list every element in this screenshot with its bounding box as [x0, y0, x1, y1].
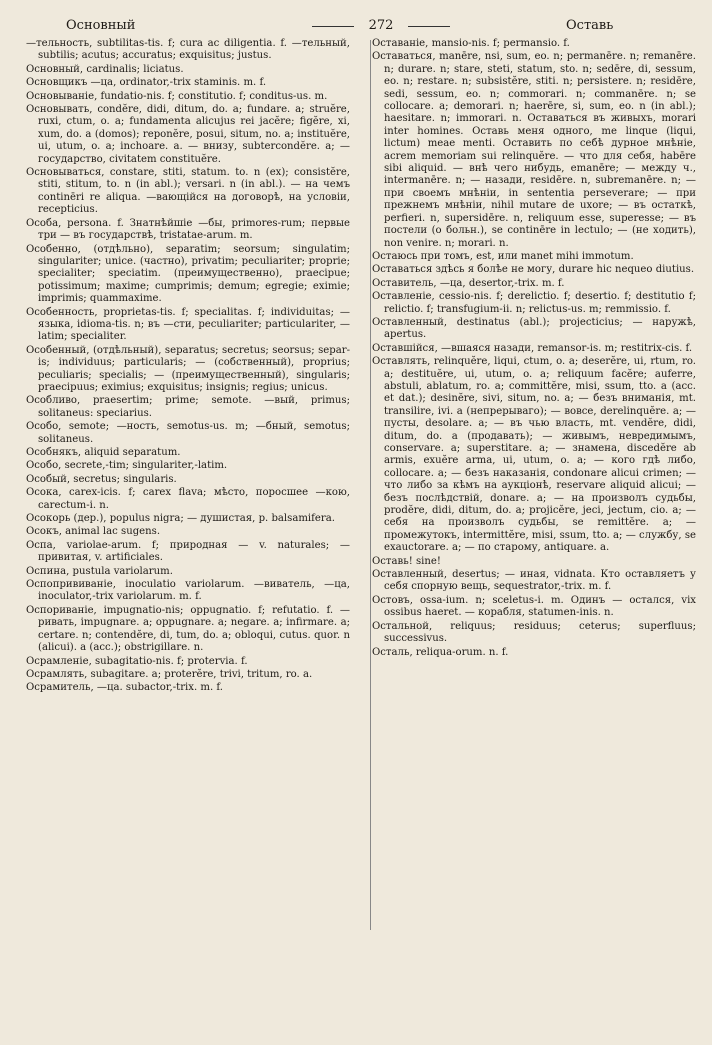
- column-divider: [370, 40, 371, 930]
- dictionary-entry: Оспина, pustula variolarum.: [26, 565, 173, 577]
- dictionary-entry: Особо, semote; —ность, semotus-us. m; —бный, semotus; solitaneus.: [26, 421, 350, 445]
- dictionary-entry: Основный, cardinalis; liciatus.: [26, 63, 184, 75]
- dictionary-entry: Оспа, variolae-arum. f; природная — v. naturales; — привитая, v. artificiales.: [26, 539, 350, 564]
- right-column: [360, 38, 696, 1038]
- dictionary-entry: Оспопрививаніе, inoculatio variolarum. —виватель, —ца, inoculator,-trix variolarum. m. f.: [26, 579, 350, 603]
- dictionary-entry: Основывать, condĕre, didi, ditum, do. a; fundare. a; struĕre, ruxi, ctum, o. a; fundamenta alicujus rei jacĕre; figĕre, xi, xum, do. a (domos); reponĕre, posui, situm, no. a; instituĕre, ui, utum, o. a; inchoare. a. — внизу, subtercondĕre. a; — государство, civitatem constituĕre.: [26, 104, 350, 165]
- dictionary-entry: Особливо, praesertim; prime; semote. —вый, primus; solitaneus: speciarius.: [26, 395, 350, 419]
- dictionary-entry: Оставаніе, mansio-nis. f; permansio. f.: [372, 38, 570, 49]
- dictionary-entry: Особенный, (отдѣльный), separatus; secretus; seorsus; separ-is; individuus; particularis; — (собственный), proprius; peculiaris; specialis; — (преимущественный), singularis; praecipuus; eximius; exquisitus; insignis; regius; unicus.: [26, 344, 350, 393]
- dictionary-entry: Оставлять, relinquĕre, liqui, ctum, o. a; deserĕre, ui, rtum, ro. a; destituĕre, ui, utum, o. a; reliquum facĕre; auferre, abstuli, ablatum, ro. a; committĕre, misi, ssum, tto. a (acc. et dat.); desinĕre, sivi, situm, no. a; — безъ вниманія, mt. transilire, ivi. a (непрерываго); — вовсе, derelinquĕre. a; — пусты, desolare. a; — въ чью власть, mt. vendĕre, didi, ditum, do. a (продавать); — живымъ, невредимымъ, conservare. a; superstitare. a; — знамена, discedĕre ab armis, exuĕre arma, ui, utum, o. a; — кого гдѣ либо, collocare. a; — безъ наказанія, condonare alicui crimen; — что либо за кѣмъ на аукціонѣ, reservare aliquid alicui; — безъ послѣдствій, donare. a; — на произволъ судьбы, prodĕre, didi, ditum, do. a; projicĕre, jeci, jectum, cio. a; — себя на произволъ судьбы, se remittĕre. a; — промежутокъ, intermittĕre, misi, ssum, tto. a; — службу, se exauctorare. a; — по старому, antiquare. a.: [372, 356, 696, 554]
- page-number: 272: [336, 18, 426, 33]
- left-column: [26, 38, 360, 1038]
- dictionary-entry: Оставитель, —ца, desertor,-trix. m. f.: [372, 277, 565, 289]
- dictionary-entry: Оставленный, desertus; — иная, vidnata. Кто оставляетъ у себя спорную вещь, sequestrator,-trix. m. f.: [372, 569, 696, 593]
- dictionary-entry: Осрамлять, subagitare. a; proterĕre, trivi, tritum, ro. a.: [26, 668, 313, 680]
- dictionary-entry: Оставленный, destinatus (abl.); projecticius; — наружѣ, apertus.: [372, 316, 696, 341]
- dictionary-entry: Остальной, reliquus; residuus; ceterus; superfluus; successivus.: [372, 620, 696, 645]
- dictionary-entry: Осталь, reliqua-orum. n. f.: [372, 646, 509, 658]
- dictionary-entry: Особый, secretus; singularis.: [26, 473, 177, 485]
- dictionary-entry: Особо, secrete,-tim; singulariter,-latim.: [26, 460, 228, 472]
- dictionary-entry: Осокъ, animal lac sugens.: [26, 526, 161, 538]
- dictionary-entry: Основываніе, fundatio-nis. f; constitutio. f; conditus-us. m.: [26, 90, 328, 102]
- dictionary-entry: Оставь! sine!: [372, 555, 441, 567]
- dictionary-entry: Остовъ, ossa-ium. n; sceletus-i. m. Одинъ — остался, vix ossibus haeret. — корабля, statumen-inis. n.: [372, 594, 696, 619]
- dictionary-entry: —тельность, subtilitas-tis. f; cura ac diligentia. f. —тельный, subtilis; acutus; accuratus; exquisitus; justus.: [26, 38, 350, 62]
- dictionary-entry: Основщикъ —ца, ordinator,-trix staminis. m. f.: [26, 77, 267, 89]
- dictionary-entry: Осрамитель, —ца. subactor,-trix. m. f.: [26, 682, 223, 694]
- dictionary-entry: Основываться, constare, stiti, statum. to. n (ex); consistĕre, stiti, stitum, to. n (in abl.); versari. n (in abl.). — на чемъ continēri re aliqua. —вающійся на договорѣ, на условіи, recepticius.: [26, 167, 350, 216]
- dictionary-entry: Особнякъ, aliquid separatum.: [26, 447, 181, 458]
- dictionary-entry: Оставленіе, cessio-nis. f; derelictio. f; desertio. f; destitutio f; relictio. f; transfugium-ii. n; relictus-us. m; remmissio. f.: [372, 291, 696, 315]
- dictionary-entry: Оставаться здѣсь я болѣе не могу, durare hic nequeo diutius.: [372, 264, 695, 276]
- dictionary-entry: Оставшійся, —вшаяся назади, remansor-is. m; restitrix-cis. f.: [372, 342, 693, 354]
- dictionary-entry: Осока, carex-icis. f; carex flava; мѣсто, поросшее —кою, carectum-i. n.: [26, 487, 350, 511]
- columns: [26, 38, 696, 1038]
- dictionary-entry: Осрамленіе, subagitatio-nis. f; protervia. f.: [26, 655, 248, 667]
- dictionary-entry: Оспориваніе, impugnatio-nis; oppugnatio. f; refutatio. f. —ривать, impugnare. a; oppugnare. a; negare. a; infirmare. a; certare. n; contendĕre, di, tum, do. a; obloqui, cutus. quor. n (alicui). a (acc.); obstrigillare. n.: [26, 604, 350, 654]
- dictionary-entry: Остаюсь при томъ, est, или manet mihi immotum.: [372, 250, 634, 262]
- dictionary-entry: Оставаться, manēre, nsi, sum, eo. n; permanēre. n; remanēre. n; durare. n; stare, steti, statum, sto. n; sedēre, di, sessum, eo. n; restare. n; subsistĕre, stiti. n; persistere. n; residēre, sedi, sessum, eo. n; commorari. n; commanēre. n; se collocare. a; demorari. n; haerēre, si, sum, eo. n (in abl.); haesitare. n; immorari. n. Оставаться въ живыхъ, morari inter homines. Оставь меня одного, me linque (liqui, lictum) meae menti. Оставить по себѣ дурное мнѣніе, acrem memoriam sui relinquĕre. — что для себя, habēre sibi aliquid. — внѣ чего нибудь, emanēre; — между ч., intermanēre. n; — назади, residēre. n, subremanēre. n; — при своемъ мнѣніи, in sententia perseverare; — при прежнемъ мнѣніи, nihil mutare de uxore; — въ остаткѣ, perfieri. n, supersidēre. n, reliquum esse, superesse; — въ постели (о больн.), se continēre in lectulo; — (не ходить), non venire. n; morari. n.: [372, 51, 696, 249]
- dictionary-entry: Осокорь (дер.), populus nigra; — душистая, p. balsamifera.: [26, 513, 335, 525]
- header-left-guideword: Основный: [66, 18, 136, 33]
- dictionary-entry: Особенно, (отдѣльно), separatim; seorsum; singulatim; singulariter; unice. (частно), privatim; peculiariter; proprie; specialiter; speciatim. (преимущественно), praecipue; potissimum; maxime; cumprimis; demum; egregie; eximie; imprimis; quammaxime.: [26, 243, 350, 305]
- page-header: [26, 12, 696, 38]
- header-right-guideword: Оставь: [566, 18, 614, 33]
- dictionary-entry: Особенность, proprietas-tis. f; specialitas. f; individuitas; — языка, idioma-tis. n; въ —сти, peculiariter; particulariter, — latim; specialiter.: [26, 306, 350, 343]
- dictionary-entry: Особа, persona. f. Знатнѣйшіе —бы, primores-rum; первые три — въ государствѣ, tristatae-arum. m.: [26, 217, 350, 242]
